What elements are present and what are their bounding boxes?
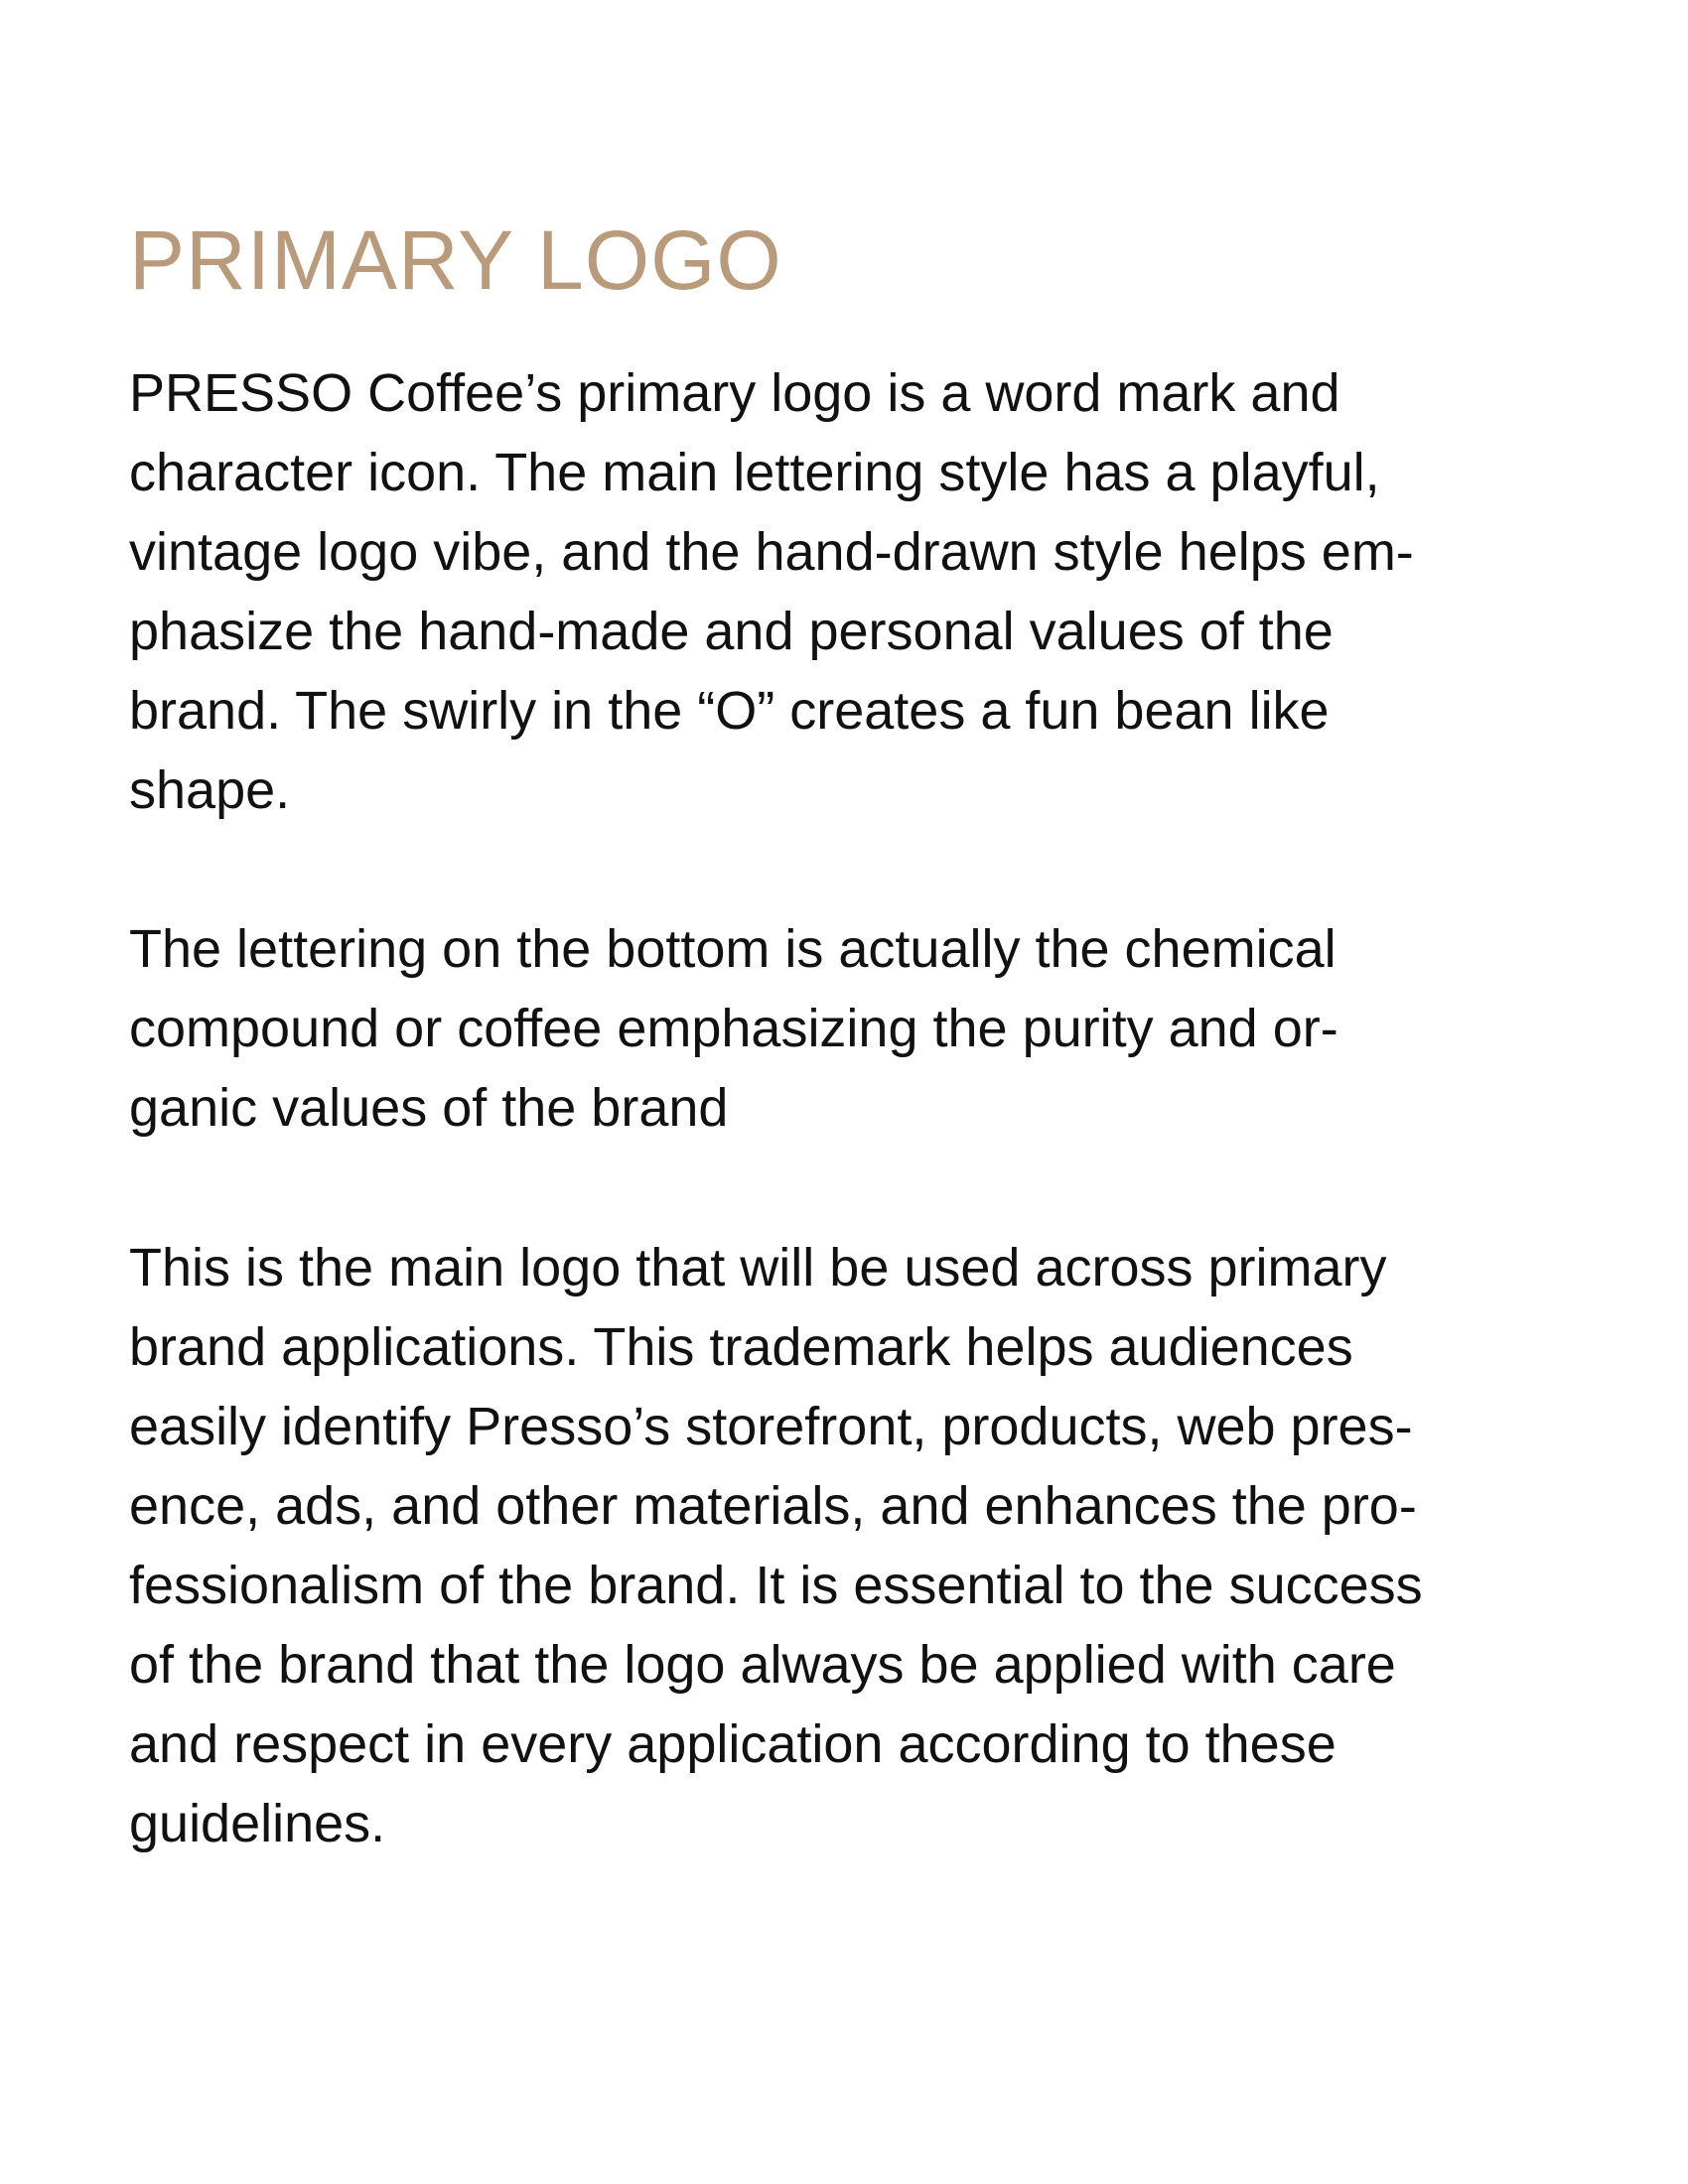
page-title: PRIMARY LOGO: [129, 213, 782, 307]
text-line: brand. The swirly in the “O” creates a fun bean like: [129, 681, 1330, 741]
paragraph-usage-guidelines: [129, 1228, 1423, 1863]
text-line: guidelines.: [129, 1794, 386, 1853]
text-line: character icon. The main lettering style has a playful,: [129, 443, 1380, 502]
text-line: PRESSO Coffee’s primary logo is a word mark and: [129, 363, 1340, 423]
text-line: ence, ads, and other materials, and enhances the pro-: [129, 1476, 1417, 1536]
text-line: ganic values of the brand: [129, 1078, 729, 1138]
text-line: and respect in every application according to these: [129, 1714, 1336, 1774]
text-line: This is the main logo that will be used across primary: [129, 1238, 1387, 1297]
paragraph-lettering-description: [129, 909, 1338, 1148]
text-line: compound or coffee emphasizing the purity and or-: [129, 999, 1338, 1058]
text-line: vintage logo vibe, and the hand-drawn style helps em-: [129, 522, 1414, 582]
text-line: fessionalism of the brand. It is essential to the success: [129, 1556, 1423, 1615]
text-line: phasize the hand-made and personal values of the: [129, 602, 1334, 661]
text-line: The lettering on the bottom is actually the chemical: [129, 919, 1336, 979]
text-line: shape.: [129, 760, 291, 820]
text-line: of the brand that the logo always be applied with care: [129, 1635, 1396, 1695]
paragraph-logo-description: [129, 353, 1414, 830]
text-line: easily identify Presso’s storefront, products, web pres-: [129, 1397, 1413, 1456]
text-line: brand applications. This trademark helps audiences: [129, 1317, 1353, 1377]
